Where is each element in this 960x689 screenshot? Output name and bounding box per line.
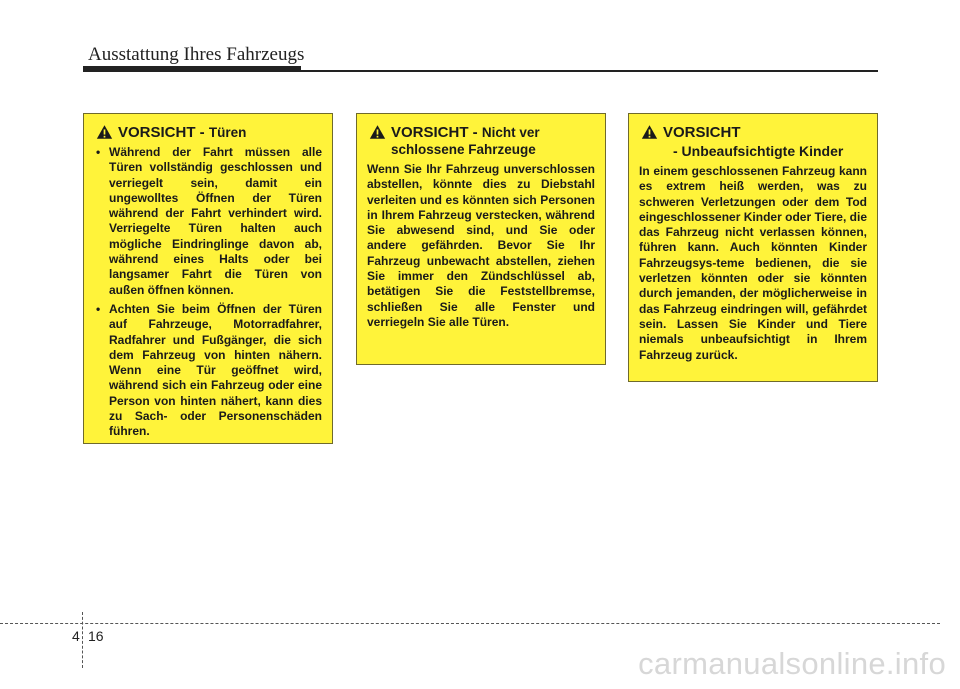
caution-heading bbox=[639, 124, 867, 160]
chapter-number: 4 bbox=[72, 628, 80, 644]
page-header-title: Ausstattung Ihres Fahrzeugs bbox=[88, 44, 305, 65]
caution-label: VORSICHT - bbox=[118, 124, 209, 141]
caution-topic: Türen bbox=[208, 125, 247, 140]
caution-box-unattended-children bbox=[628, 113, 878, 382]
caution-text: Wenn Sie Ihr Fahrzeug unverschlossen abstellen, könnte dies zu Diebstahl verleiten und es könnten sich Personen in Ihrem Fahrzeug verstecken, während Sie abwesend sind, und Sie oder andere gefährden. Bevor Sie Ihr Fahrzeug unbewacht abstellen, ziehen Sie immer den Zündschlüssel ab, betätigen Sie die Feststellbremse, schließen Sie alle Fenster und verriegeln Sie alle Türen. bbox=[367, 162, 595, 329]
header-rule bbox=[83, 70, 878, 72]
warning-triangle-icon bbox=[96, 124, 113, 140]
caution-box-doors bbox=[83, 113, 333, 444]
caution-topic-continued: schlossene Fahrzeuge bbox=[391, 142, 536, 157]
caution-bullet-list bbox=[94, 145, 322, 440]
caution-topic: - Unbeaufsichtigte Kinder bbox=[673, 143, 844, 159]
warning-triangle-icon bbox=[369, 124, 386, 140]
caution-text: In einem geschlossenen Fahrzeug kann es extrem heiß werden, was zu schweren Verletzungen oder dem Tod eingeschlossener Kinder oder Tiere, die das Fahrzeug nicht verlassen können, führen kann. Auch könnten Kinder Fahrzeugsys-teme bedienen, die sie verletzen könnten oder sie könnten durch jemanden, der möglicherweise in das Fahrzeug eindringen will, gefährdet sein. Lassen Sie Kinder und Tiere niemals unbeaufsichtigt in Ihrem Fahrzeug zurück. bbox=[639, 164, 867, 362]
caution-box-unlocked-vehicles bbox=[356, 113, 606, 365]
warning-triangle-icon bbox=[641, 124, 658, 140]
caution-heading bbox=[94, 124, 322, 141]
caution-topic: Nicht ver bbox=[481, 125, 540, 140]
watermark: carmanualsonline.info bbox=[638, 646, 946, 681]
caution-heading bbox=[367, 124, 595, 158]
footer-divider bbox=[82, 612, 83, 668]
caution-label: VORSICHT - bbox=[391, 124, 482, 141]
caution-label: VORSICHT bbox=[663, 124, 741, 141]
page-number: 16 bbox=[88, 628, 104, 644]
footer-rule bbox=[0, 623, 940, 624]
caution-bullet: • Achten Sie beim Öffnen der Türen auf Fahrzeuge, Motorradfahrer, Radfahrer und Fußgänger, die sich dem Fahrzeug von hinten nähern. Wenn eine Tür geöffnet wird, während sich ein Fahrzeug oder eine Person von hinten nähert, kann dies zu Sach- oder Personenschäden führen. bbox=[94, 302, 322, 440]
caution-bullet: • Während der Fahrt müssen alle Türen vollständig geschlossen und verriegelt sein, damit ein ungewolltes Öffnen der Türen während der Fahrt verhindert wird. Verriegelte Türen halten auch mögliche Eindringlinge davon ab, während eines Halts oder bei langsamer Fahrt die Türen von außen öffnen können. bbox=[94, 145, 322, 298]
